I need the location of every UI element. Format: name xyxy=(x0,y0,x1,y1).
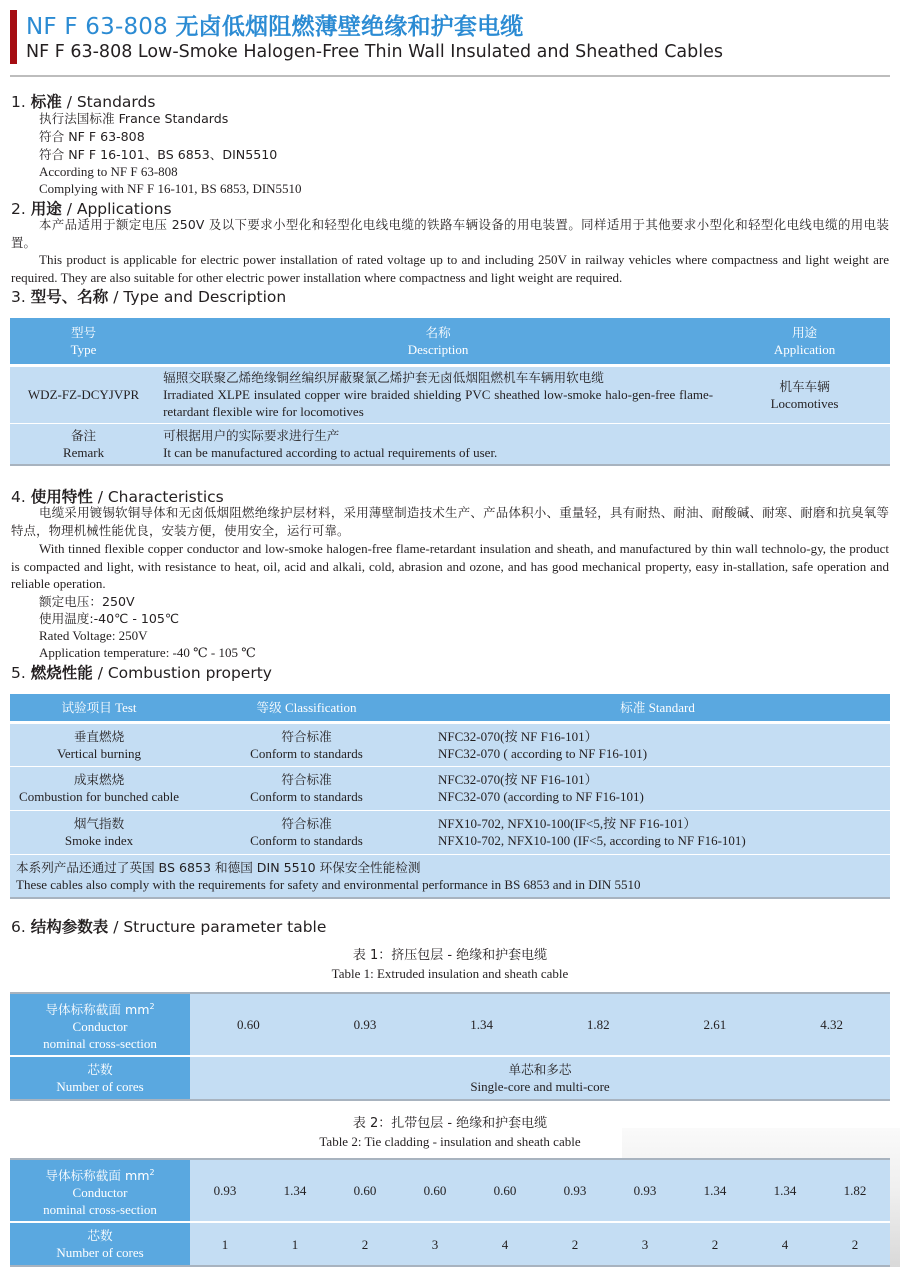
cross-section-label xyxy=(10,993,190,1056)
cores-cn: 单芯和多芯 xyxy=(508,1062,572,1077)
structure-table-2 xyxy=(10,1158,890,1267)
standards-line: 符合 NF F 63-808 xyxy=(39,129,145,144)
remark-label-cn: 备注 xyxy=(70,427,97,443)
std-cn: NFX10-702, NFX10-100(IF<5,按 NF F16-101） xyxy=(438,816,697,831)
section-title-cn: 燃烧性能 xyxy=(30,664,93,682)
cores-value: 1 xyxy=(190,1222,260,1266)
type-code: WDZ-FZ-DCYJVPR xyxy=(10,365,157,423)
class-en: Conform to standards xyxy=(250,833,363,848)
page-subtitle: NF F 63-808 Low-Smoke Halogen-Free Thin Wall Insulated and Sheathed Cables xyxy=(26,42,724,62)
test-en: Vertical burning xyxy=(56,745,142,761)
cross-section-value: 4.32 xyxy=(773,993,890,1056)
header-label-cn: 用途 xyxy=(791,324,818,340)
section-number: 6. xyxy=(11,918,26,936)
cross-section-value: 1.34 xyxy=(423,993,540,1056)
description-cell xyxy=(157,365,719,423)
header-label-cn: 型号 xyxy=(70,324,97,340)
label-cn: 导体标称截面 mm xyxy=(45,1167,150,1183)
cores-value xyxy=(190,1056,890,1100)
description-en: Irradiated XLPE insulated copper wire braided shielding PVC sheathed low-smoke halo-gen-free flame-retardant flexible wire for locomotives xyxy=(163,387,714,419)
table2-caption-en: Table 2: Tie cladding - insulation and sheath cable xyxy=(319,1134,581,1149)
label-en: Number of cores xyxy=(56,1245,144,1260)
test-cell xyxy=(10,766,188,810)
cores-value: 4 xyxy=(470,1222,540,1266)
header-label-cn: 标准 xyxy=(620,699,646,715)
header-label-en: Classification xyxy=(284,699,357,715)
std-en: NFX10-702, NFX10-100 (IF<5, according to NF F16-101) xyxy=(438,833,746,848)
section-title-en: / Structure parameter table xyxy=(113,918,327,936)
cross-section-row xyxy=(10,1159,890,1222)
section-title-en: / Standards xyxy=(66,93,156,111)
test-cn: 成束燃烧 xyxy=(73,772,125,787)
note-cn: 本系列产品还通过了英国 BS 6853 和德国 DIN 5510 环保安全性能检测 xyxy=(16,859,421,875)
cores-value: 1 xyxy=(260,1222,330,1266)
cores-label xyxy=(10,1222,190,1266)
section-number: 2. xyxy=(11,200,26,218)
remark-label-en: Remark xyxy=(62,444,105,460)
label-cn: 导体标称截面 mm xyxy=(45,1001,150,1017)
test-cell xyxy=(10,810,188,854)
header-divider xyxy=(10,75,890,77)
remark-row xyxy=(10,423,890,465)
section-title-en: / Characteristics xyxy=(97,488,224,506)
table-row xyxy=(10,722,890,766)
title-code: NF F 63-808 xyxy=(26,14,168,40)
cross-section-value: 0.60 xyxy=(330,1159,400,1222)
label-sup: 2 xyxy=(149,1167,155,1177)
classification-cell xyxy=(188,722,425,766)
cores-value: 3 xyxy=(400,1222,470,1266)
class-cn: 符合标准 xyxy=(281,772,332,787)
header-classification xyxy=(188,694,425,722)
header-label-cn: 等级 xyxy=(256,699,282,715)
section-heading-structure xyxy=(11,915,326,937)
header-label-en: Type xyxy=(70,341,97,357)
cross-section-value: 1.34 xyxy=(750,1159,820,1222)
table2-caption-cn: 表 2：扎带包层 - 绝缘和护套电缆 xyxy=(352,1116,548,1131)
note-en: These cables also comply with the requirements for safety and environmental performance in BS 6853 and in DIN 5510 xyxy=(16,876,641,892)
header-label-en: Description xyxy=(407,341,469,357)
remark-text-en: It can be manufactured according to actual requirements of user. xyxy=(163,444,498,460)
combustion-note xyxy=(10,854,890,898)
label-en: Number of cores xyxy=(56,1079,144,1094)
applications-text-en: This product is applicable for electric power installation of rated voltage up to and including 250V in railway vehicles where compactness and light weight are required. They are also suitable for other electric power installation where compactness and light weight are required. xyxy=(11,252,889,285)
section-title-cn: 结构参数表 xyxy=(30,918,109,936)
header-label-en: Application xyxy=(773,341,836,357)
cross-section-row xyxy=(10,993,890,1056)
class-en: Conform to standards xyxy=(250,789,363,804)
cross-section-value: 0.93 xyxy=(190,1159,260,1222)
applications-text-cn: 本产品适用于额定电压 250V 及以下要求小型化和轻型化电线电缆的铁路车辆设备的用电装置。同样适用于其他要求小型化和轻型化电线电缆的用电装置。 xyxy=(11,217,889,250)
section-title-cn: 标准 xyxy=(30,93,62,111)
characteristics-text-cn: 电缆采用镀锡软铜导体和无卤低烟阻燃绝缘护层材料，采用薄壁制造技术生产、产品体积小、重量轻，具有耐热、耐油、耐酸碱、耐寒、耐磨和抗臭氧等特点，物理机械性能优良，安装方便，使用安全，运行可靠。 xyxy=(11,505,889,538)
std-cn: NFC32-070(按 NF F16-101） xyxy=(438,772,598,787)
cross-section-value: 0.60 xyxy=(190,993,307,1056)
header-application xyxy=(719,318,890,365)
cores-value: 4 xyxy=(750,1222,820,1266)
application-cn: 机车车辆 xyxy=(779,378,830,394)
header-label-cn: 名称 xyxy=(425,324,451,340)
page-title xyxy=(26,8,523,41)
table-row xyxy=(10,766,890,810)
spec-temperature-cn: 使用温度:-40℃ - 105℃ xyxy=(39,611,180,626)
section-number: 1. xyxy=(11,93,26,111)
section-number: 5. xyxy=(11,664,26,682)
standard-cell xyxy=(425,810,890,854)
cross-section-value: 1.82 xyxy=(540,993,657,1056)
section-title-cn: 用途 xyxy=(30,200,62,218)
standard-cell xyxy=(425,722,890,766)
cores-value: 2 xyxy=(330,1222,400,1266)
standards-line: Complying with NF F 16-101, BS 6853, DIN5510 xyxy=(39,181,302,196)
cores-value: 2 xyxy=(820,1222,890,1266)
cross-section-value: 1.34 xyxy=(680,1159,750,1222)
header-label-en: Test xyxy=(115,699,137,715)
cores-row xyxy=(10,1056,890,1100)
description-cn: 辐照交联聚乙烯绝缘铜丝编织屏蔽聚氯乙烯护套无卤低烟阻燃机车车辆用软电缆 xyxy=(163,370,604,385)
cross-section-value: 2.61 xyxy=(657,993,774,1056)
standard-cell xyxy=(425,766,890,810)
section-heading-combustion xyxy=(11,661,272,683)
application-cell xyxy=(719,365,890,423)
header-standard xyxy=(425,694,890,722)
cross-section-value: 0.60 xyxy=(470,1159,540,1222)
class-en: Conform to standards xyxy=(250,745,363,761)
classification-cell xyxy=(188,766,425,810)
title-accent-bar xyxy=(10,10,17,64)
label-cn: 芯数 xyxy=(87,1062,113,1077)
label-en-2: nominal cross-section xyxy=(43,1035,157,1051)
section-title-en: / Type and Description xyxy=(113,288,287,306)
type-description-table xyxy=(10,318,890,466)
spec-rated-voltage-cn: 额定电压：250V xyxy=(39,594,135,609)
table1-caption-cn: 表 1：挤压包层 - 绝缘和护套电缆 xyxy=(352,948,548,963)
cores-value: 3 xyxy=(610,1222,680,1266)
structure-table-1 xyxy=(10,992,890,1101)
header-test xyxy=(10,694,188,722)
test-en: Combustion for bunched cable xyxy=(19,789,179,804)
remark-text xyxy=(157,423,890,465)
combustion-note-row xyxy=(10,854,890,898)
test-en: Smoke index xyxy=(64,833,134,848)
cross-section-value: 0.60 xyxy=(400,1159,470,1222)
cores-label xyxy=(10,1056,190,1100)
table-header-row xyxy=(10,318,890,365)
section-title-en: / Combustion property xyxy=(97,664,272,682)
table-row xyxy=(10,365,890,423)
spec-rated-voltage-en: Rated Voltage: 250V xyxy=(39,628,148,643)
standards-line: According to NF F 63-808 xyxy=(39,164,178,179)
cross-section-label xyxy=(10,1159,190,1222)
section-heading-type xyxy=(11,285,286,307)
spec-temperature-en: Application temperature: -40 ℃ - 105 ℃ xyxy=(39,645,256,660)
std-en: NFC32-070 ( according to NF F16-101) xyxy=(438,745,648,761)
remark-text-cn: 可根据用户的实际要求进行生产 xyxy=(163,427,340,443)
cores-en: Single-core and multi-core xyxy=(470,1079,610,1094)
cores-value: 2 xyxy=(680,1222,750,1266)
cores-row xyxy=(10,1222,890,1266)
section-heading-standards xyxy=(11,90,155,112)
label-en-1: Conductor xyxy=(72,1184,128,1200)
cross-section-value: 1.82 xyxy=(820,1159,890,1222)
section-number: 4. xyxy=(11,488,26,506)
cross-section-value: 0.93 xyxy=(307,993,424,1056)
application-en: Locomotives xyxy=(770,395,839,411)
section-number: 3. xyxy=(11,288,26,306)
class-cn: 符合标准 xyxy=(281,728,332,744)
combustion-table xyxy=(10,694,890,899)
characteristics-text-en: With tinned flexible copper conductor and low-smoke halogen-free flame-retardant insulation and sheath, and manufactured by thin wall technolo-gy, the product is compacted and light, with resistance to heat, oil, acid and alkali, cold, abrasion and ozone, and has good mechanical property, easy in-stallation, safe operation and reliable operation. xyxy=(11,541,889,591)
table-header-row xyxy=(10,694,890,722)
test-cn: 烟气指数 xyxy=(73,816,125,831)
section-title-cn: 使用特性 xyxy=(30,488,93,506)
standards-line: 符合 NF F 16-101、BS 6853、DIN5510 xyxy=(39,147,278,162)
header-type xyxy=(10,318,157,365)
label-en-2: nominal cross-section xyxy=(43,1201,157,1217)
cross-section-value: 0.93 xyxy=(540,1159,610,1222)
standards-line: 执行法国标准 France Standards xyxy=(39,111,229,126)
class-cn: 符合标准 xyxy=(281,816,332,831)
table-row xyxy=(10,810,890,854)
table1-caption-en: Table 1: Extruded insulation and sheath cable xyxy=(331,966,569,981)
label-cn: 芯数 xyxy=(87,1228,113,1243)
test-cell xyxy=(10,722,188,766)
section-title-en: / Applications xyxy=(66,200,172,218)
label-en-1: Conductor xyxy=(72,1018,128,1034)
label-sup: 2 xyxy=(149,1001,155,1011)
cross-section-value: 0.93 xyxy=(610,1159,680,1222)
std-cn: NFC32-070(按 NF F16-101） xyxy=(438,728,598,744)
section-title-cn: 型号、名称 xyxy=(30,288,109,306)
header-description xyxy=(157,318,719,365)
header-label-cn: 试验项目 xyxy=(61,699,112,715)
header-label-en: Standard xyxy=(648,699,695,715)
classification-cell xyxy=(188,810,425,854)
title-cn: 无卤低烟阻燃薄壁绝缘和护套电缆 xyxy=(175,14,524,40)
remark-label xyxy=(10,423,157,465)
test-cn: 垂直燃烧 xyxy=(73,728,125,744)
cores-value: 2 xyxy=(540,1222,610,1266)
cross-section-value: 1.34 xyxy=(260,1159,330,1222)
std-en: NFC32-070 (according to NF F16-101) xyxy=(438,789,644,804)
